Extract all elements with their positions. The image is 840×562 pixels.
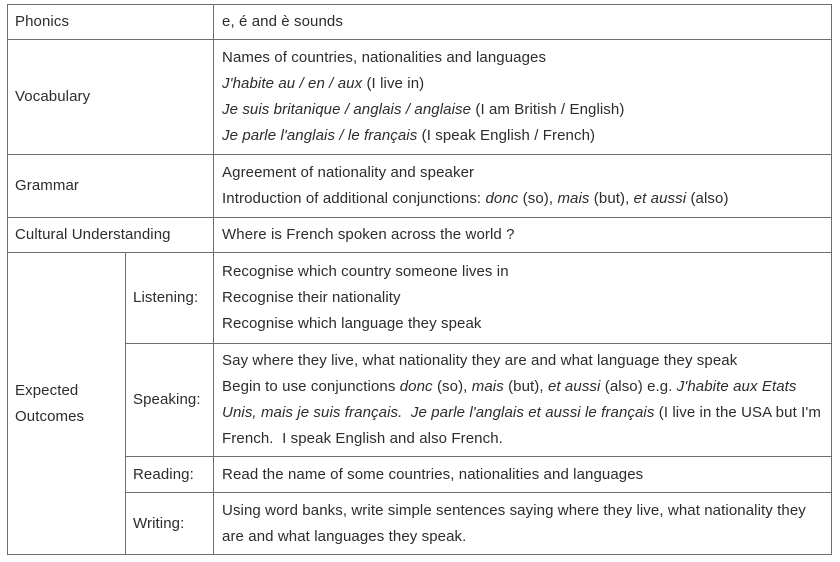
sublabel-speaking: Speaking: [126,344,214,457]
table-row-cultural-understanding [8,218,832,253]
row-content-grammar: Agreement of nationality and speaker Introduction of additional conjunctions: donc (so), mais (but), et aussi (also) [214,155,832,218]
row-content-vocabulary: Names of countries, nationalities and languages J'habite au / en / aux (I live in) Je suis britanique / anglais / anglaise (I am British / English) Je parle l'anglais / le français (I speak English / French) [214,40,832,155]
sublabel-writing: Writing: [126,493,214,555]
row-content-phonics: e, é and è sounds [214,5,832,40]
table-row-vocabulary [8,40,832,155]
sublabel-reading: Reading: [126,457,214,493]
row-content-reading: Read the name of some countries, nationalities and languages [214,457,832,493]
row-label-grammar: Grammar [8,155,214,218]
row-label-vocabulary: Vocabulary [8,40,214,155]
row-content-cultural-understanding: Where is French spoken across the world ? [214,218,832,253]
table-row-outcomes-listening [8,253,832,344]
table-row-outcomes-speaking [8,344,832,457]
table-row-grammar [8,155,832,218]
scheme-of-work-table [7,4,832,555]
sublabel-listening: Listening: [126,253,214,344]
table-row-outcomes-reading [8,457,832,493]
table-row-phonics [8,5,832,40]
row-label-expected-outcomes: Expected Outcomes [8,253,126,555]
row-content-speaking: Say where they live, what nationality they are and what language they speak Begin to use conjunctions donc (so), mais (but), et aussi (also) e.g. J'habite aux Etats Unis, mais je suis français. Je parle l'anglais et aussi le français (I live in the USA but I'm French. I speak English and also French. [214,344,832,457]
row-label-cultural-understanding: Cultural Understanding [8,218,214,253]
row-content-listening: Recognise which country someone lives in Recognise their nationality Recognise which language they speak [214,253,832,344]
row-content-writing: Using word banks, write simple sentences saying where they live, what nationality they are and what languages they speak. [214,493,832,555]
table-row-outcomes-writing [8,493,832,555]
row-label-phonics: Phonics [8,5,214,40]
